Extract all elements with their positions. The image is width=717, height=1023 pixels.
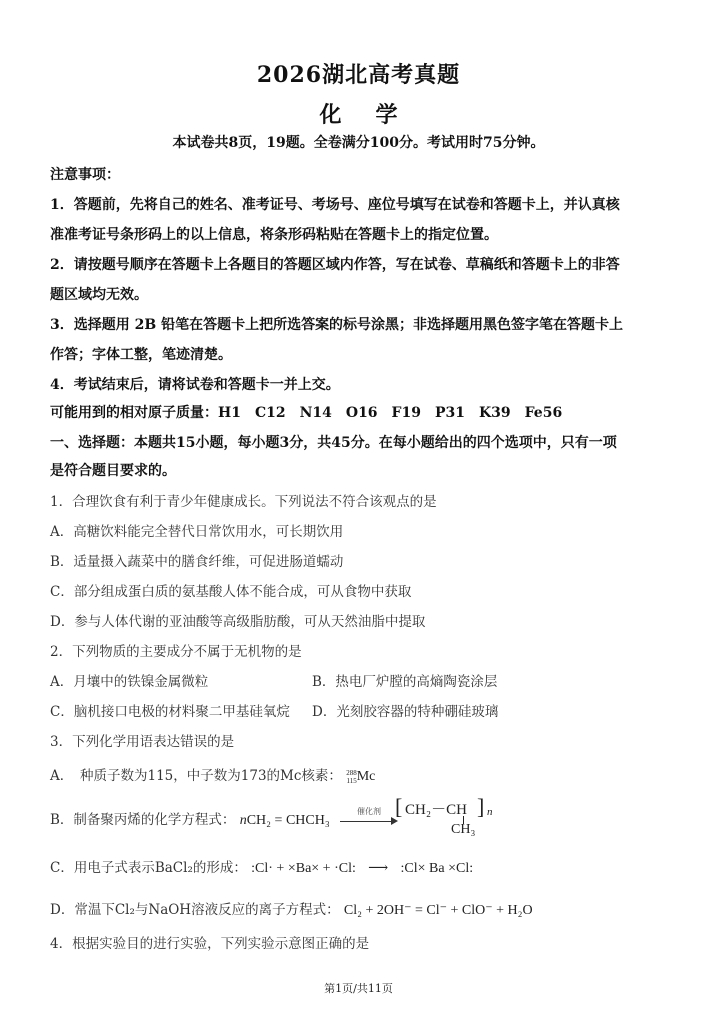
formation-arrow: ⟶	[368, 861, 389, 876]
q1-stem: 1．合理饮食有利于青少年健康成长。下列说法不符合该观点的是	[50, 494, 437, 510]
section-heading-b: 是符合题目要求的。	[50, 463, 176, 479]
exam-info: 本试卷共8页，19题。全卷满分100分。考试用时75分钟。	[172, 135, 545, 151]
nuclide-notation	[346, 769, 375, 785]
q1-option-b: B．适量摄入蔬菜中的膳食纤维，可促进肠道蠕动	[50, 554, 344, 570]
subject-title: 化学	[319, 102, 432, 128]
q1-option-d: D．参与人体代谢的亚油酸等高级脂肪酸，可从天然油脂中提取	[50, 614, 426, 630]
exam-title: 2026湖北高考真题	[256, 62, 461, 88]
electron-dot-product: :Cl× Ba ×Cl:	[400, 861, 474, 876]
note-1b: 准准考证号条形码上的以上信息，将条形码粘贴在答题卡上的指定位置。	[50, 227, 498, 243]
q2-option-b: B．热电厂炉膛的高熵陶瓷涂层	[312, 674, 498, 690]
note-1a: 1．答题前，先将自己的姓名、准考证号、考场号、座位号填写在试卷和答题卡上，并认真核	[50, 197, 620, 213]
q3-c-text: C．用电子式表示BaCl₂的形成：	[50, 860, 247, 876]
notes-heading: 注意事项：	[50, 167, 120, 183]
propene-monomer: CH₂ = CHCH₃	[246, 813, 330, 828]
q1-option-c: C．部分组成蛋白质的氨基酸人体不能合成，可从食物中获取	[50, 584, 412, 600]
q3-option-c	[50, 856, 473, 877]
q2-option-d: D．光刻胶容器的特种硼硅玻璃	[312, 704, 499, 720]
section-heading-a: 一、选择题：本题共15小题，每小题3分，共45分。在每小题给出的四个选项中，只有一项	[50, 435, 617, 451]
polymer-main-chain: CH₂－CH	[405, 802, 467, 818]
note-4: 4．考试结束后，请将试卷和答题卡一并上交。	[50, 377, 340, 393]
q3-a-text: A． 种质子数为115，中子数为173的Mc核素：	[50, 768, 342, 784]
q3-option-b	[50, 808, 404, 829]
electron-dot-reactants: :Cl· + ×Ba× + ·Cl:	[251, 861, 356, 876]
q2-option-c: C．脑机接口电极的材料聚二甲基硅氧烷	[50, 704, 290, 720]
element-symbol: Mc	[356, 769, 376, 784]
mass-number: 288	[346, 768, 357, 777]
page-footer: 第1页/共11页	[324, 982, 393, 995]
polymer-subscript-n: n	[487, 806, 493, 818]
reaction-arrow	[340, 806, 398, 826]
q2-option-a: A．月壤中的铁镍金属微粒	[50, 674, 209, 690]
q3-option-a	[50, 764, 375, 785]
atomic-number: 115	[346, 776, 357, 785]
q3-b-text: B．制备聚丙烯的化学方程式：	[50, 812, 236, 828]
q3-d-text: D．常温下Cl₂与NaOH溶液反应的离子方程式：	[50, 902, 340, 918]
q4-stem: 4．根据实验目的进行实验，下列实验示意图正确的是	[50, 936, 370, 952]
q3-stem: 3．下列化学用语表达错误的是	[50, 734, 235, 750]
note-3b: 作答；字体工整，笔迹清楚。	[50, 347, 232, 363]
catalyst-label: 催化剂	[357, 806, 382, 816]
ionic-equation: Cl₂ + 2OH⁻ = Cl⁻ + ClO⁻ + H₂O	[343, 903, 533, 918]
note-2a: 2．请按题号顺序在答题卡上各题目的答题区域内作答，写在试卷、草稿纸和答题卡上的非答	[50, 257, 620, 273]
note-3a: 3．选择题用 2B 铅笔在答题卡上把所选答案的标号涂黑；非选择题用黑色签字笔在答题卡上	[50, 317, 624, 333]
q3-option-d	[50, 898, 533, 919]
q2-stem: 2．下列物质的主要成分不属于无机物的是	[50, 644, 302, 660]
atomic-masses: 可能用到的相对原子质量：H1 C12 N14 O16 F19 P31 K39 Fe56	[50, 405, 563, 421]
q1-option-a: A．高糖饮料能完全替代日常饮用水，可长期饮用	[50, 524, 344, 540]
polypropylene-structure: [ CH₂－CH ] n CH₃	[395, 794, 493, 837]
coefficient-n: n	[239, 813, 247, 828]
note-2b: 题区域均无效。	[50, 287, 148, 303]
polymer-branch: CH₃	[451, 822, 476, 837]
